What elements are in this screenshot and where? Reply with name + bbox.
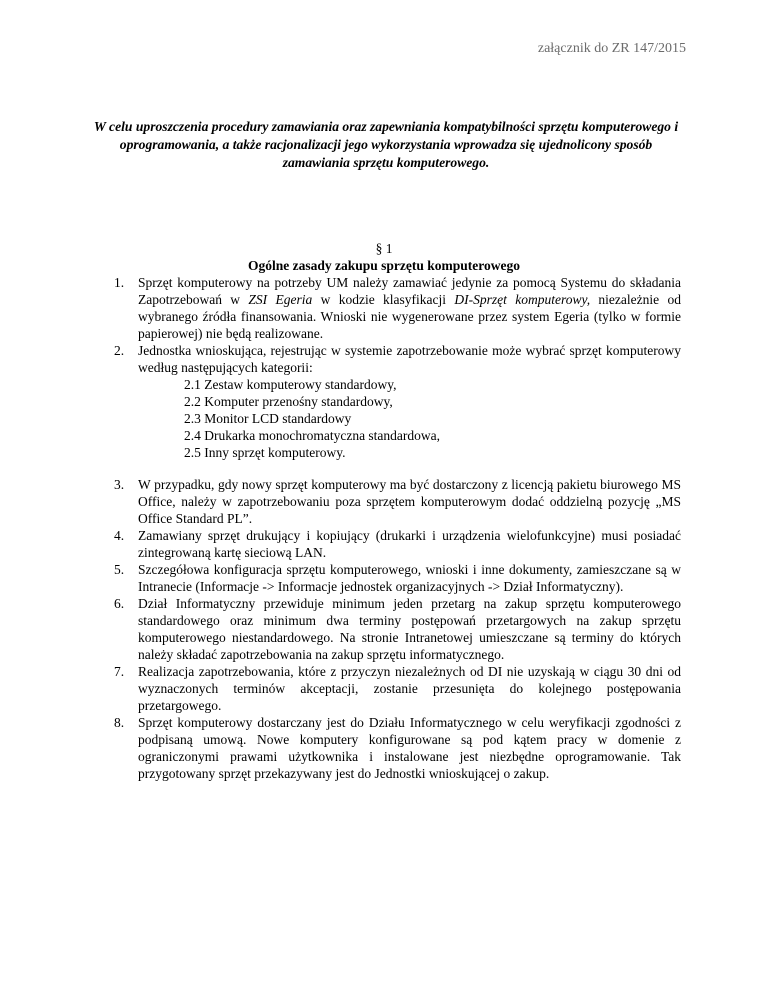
item-text: Sprzęt komputerowy dostarczany jest do Działu Informatycznego w celu weryfikacji zgodności z podpisaną umową. Nowe komputery konfigurowane są pod kątem pracy w domenie z ograniczonymi prawami użytkownika i instalowane jest niezbędne oprogramowanie. Tak przygotowany sprzęt przekazywany jest do Jednostki wnioskującej o zakup.	[138, 715, 681, 781]
rules-list-bottom	[114, 476, 681, 782]
item-text-part: niezależnie od wybranego źródła finansowania. Wnioski nie wygenerowane przez system Egeria (tylko w formie papierowej) nie będą realizowane.	[138, 292, 681, 341]
list-item	[114, 663, 681, 714]
item-text: Zamawiany sprzęt drukujący i kopiujący (drukarki i urządzenia wielofunkcyjne) musi posiadać zintegrowaną kartę sieciową LAN.	[138, 528, 681, 560]
list-item	[114, 274, 681, 342]
annex-label: załącznik do ZR 147/2015	[537, 41, 686, 56]
item-text: Jednostka wnioskująca, rejestrując w systemie zapotrzebowanie może wybrać sprzęt komputerowy według następujących kategorii:	[138, 343, 681, 375]
section-number: § 1	[375, 241, 393, 256]
item-text-part: Sprzęt komputerowy na potrzeby UM należy zamawiać jedynie za pomocą Systemu do składania Zapotrzebowań w	[138, 275, 681, 307]
item-text: Realizacja zapotrzebowania, które z przyczyn niezależnych od DI nie uzyskają w ciągu 30 dni od wyznaczonych terminów akceptacji, zostanie przesunięta do kolejnego postępowania przetargowego.	[138, 664, 681, 713]
list-item	[114, 561, 681, 595]
item-text-part: w kodzie klasyfikacji	[312, 292, 455, 307]
item-number: 3.	[114, 477, 125, 492]
item-number: 8.	[114, 715, 125, 730]
section-title: Ogólne zasady zakupu sprzętu komputerowego	[247, 258, 521, 273]
item-text: W przypadku, gdy nowy sprzęt komputerowy ma być dostarczony z licencją pakietu biurowego MS Office, należy w zapotrzebowaniu poza sprzętem komputerowym dodać oddzielną pozycję „MS Office Standard PL”.	[138, 477, 681, 526]
list-item	[114, 714, 681, 782]
classification-code: DI-Sprzęt komputerowy,	[454, 292, 591, 307]
category-item: 2.4 Drukarka monochromatyczna standardowa,	[184, 428, 441, 443]
list-item	[114, 527, 681, 561]
category-item: 2.3 Monitor LCD standardowy	[184, 411, 352, 426]
item-number: 7.	[114, 664, 125, 679]
item-number: 2.	[114, 343, 125, 358]
item-number: 6.	[114, 596, 125, 611]
list-item	[114, 342, 681, 461]
category-item: 2.5 Inny sprzęt komputerowy.	[184, 445, 346, 460]
item-text: Dział Informatyczny przewiduje minimum jeden przetarg na zakup sprzętu komputerowego standardowego oraz minimum dwa terminy postępowań przetargowych na zakup sprzętu komputerowego niestandardowego. Na stronie Intranetowej umieszczane są terminy do których należy składać zapotrzebowania na zakup sprzętu informatycznego.	[138, 596, 681, 662]
item-number: 1.	[114, 275, 125, 290]
item-text: Szczegółowa konfiguracja sprzętu komputerowego, wnioski i inne dokumenty, zamieszczane są w Intranecie (Informacje -> Informacje jednostek organizacyjnych -> Dział Informatyczny).	[138, 562, 681, 594]
category-list	[138, 376, 681, 461]
system-name: ZSI Egeria	[248, 292, 313, 307]
item-number: 5.	[114, 562, 125, 577]
list-item	[114, 595, 681, 663]
item-number: 4.	[114, 528, 125, 543]
list-item	[114, 476, 681, 527]
category-item: 2.1 Zestaw komputerowy standardowy,	[184, 377, 397, 392]
intro-paragraph: W celu uproszczenia procedury zamawiania oraz zapewniania kompatybilności sprzętu komputerowego i oprogramowania, a także racjonalizacji jego wykorzystania wprowadza się ujednolicony sposób zamawiania sprzętu komputerowego.	[93, 119, 679, 170]
category-item: 2.2 Komputer przenośny standardowy,	[184, 394, 393, 409]
rules-list-top	[114, 274, 681, 461]
